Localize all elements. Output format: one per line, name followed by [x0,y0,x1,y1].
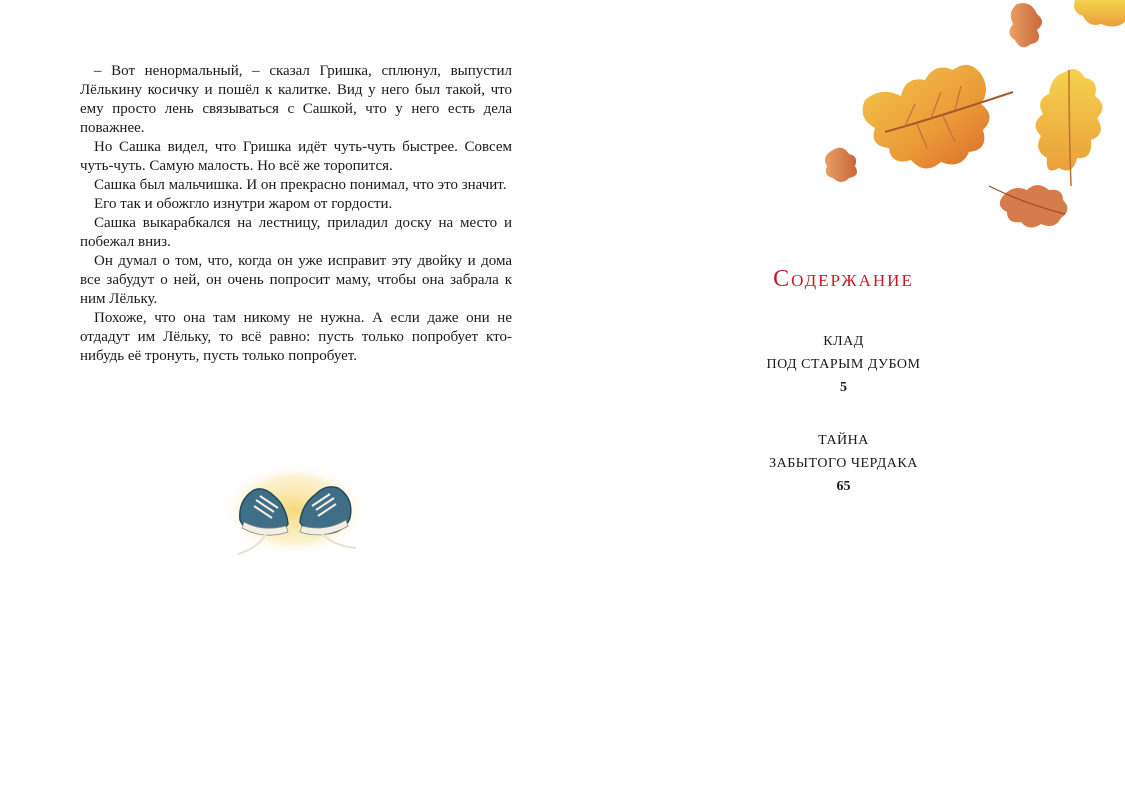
toc-entry-title-line: ТАЙНА [818,433,869,448]
paragraph: Похоже, что она там никому не нужна. А если даже они не отдадут им Лёльку, то всё равно: пусть только попробует кто-нибудь её тронуть, пусть только попробует. [80,310,512,364]
toc-entry-title-line: ЗАБЫТОГО ЧЕРДАКА [769,456,918,471]
paragraph: Он думал о том, что, когда он уже исправит эту двойку и дома все забудут о ней, он очень попросит маму, чтобы она забрала к ним Лёльку. [80,253,512,307]
paragraph: Но Сашка видел, что Гришка идёт чуть-чуть быстрее. Совсем чуть-чуть. Самую малость. Но всё же торопится. [80,139,512,174]
story-text [80,62,512,366]
toc-entry-page: 65 [836,479,851,494]
toc-entry-title-line: ПОД СТАРЫМ ДУБОМ [766,357,921,372]
paragraph: Сашка выкарабкался на лестницу, приладил доску на место и побежал вниз. [80,215,512,250]
toc-entry [562,330,1125,399]
paragraph: Его так и обожгло изнутри жаром от гордости. [94,196,393,212]
paragraph: – Вот ненормальный, – сказал Гришка, сплюнул, выпустил Лёлькину косичку и пошёл к калитке. Вид у него был такой, что ему просто лень связываться с Сашкой, что у него есть дела поважнее. [80,63,512,136]
toc-entry-page: 5 [840,380,847,395]
oak-leaves-illustration [785,0,1125,235]
sneakers-illustration [222,462,368,562]
toc-title: Содержание [773,266,914,292]
paragraph: Сашка был мальчишка. И он прекрасно понимал, что это значит. [94,177,507,193]
toc-entry-title-line: КЛАД [823,334,864,349]
toc-entry [562,429,1125,498]
